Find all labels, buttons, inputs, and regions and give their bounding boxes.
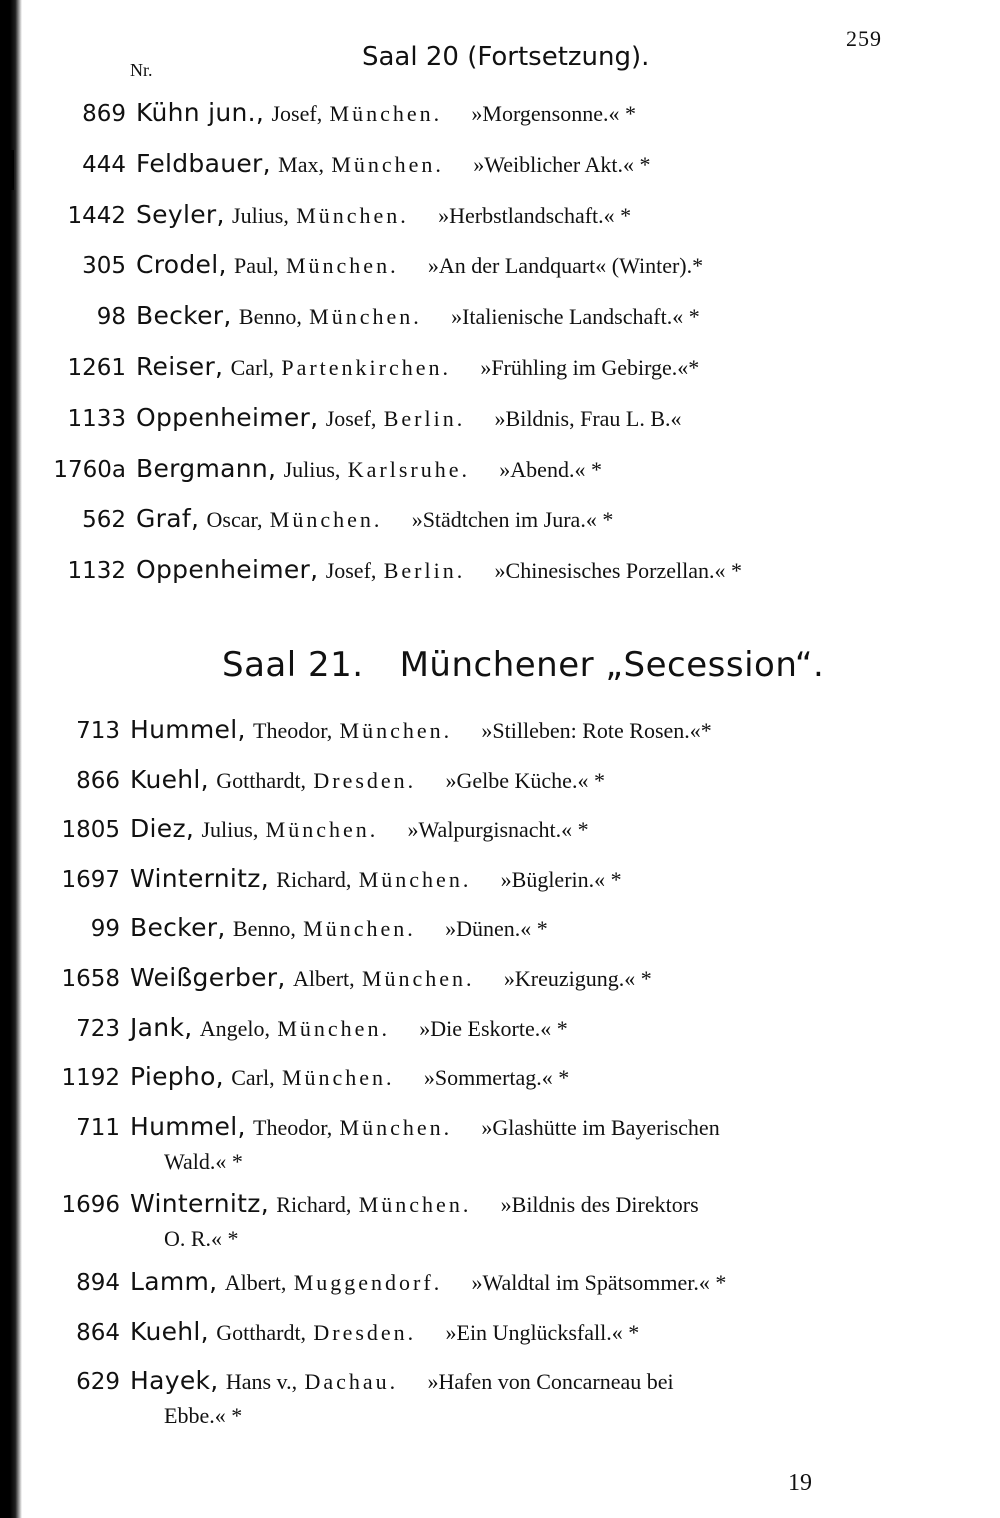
artwork-title: »Glashütte im Bayerischen — [481, 1114, 720, 1140]
artwork-title-continuation: Ebbe.« * — [164, 1403, 243, 1429]
catalogue-entry — [44, 963, 652, 994]
artist-surname: Oppenheimer, — [136, 402, 319, 432]
entry-number: 869 — [82, 101, 126, 127]
artist-city: München. — [265, 817, 379, 843]
artist-city: Dresden. — [313, 1319, 417, 1345]
artist-surname: Kühn jun., — [136, 98, 265, 127]
entry-number: 1658 — [61, 966, 120, 992]
artist-given-name: Albert, — [292, 966, 355, 991]
artist-city: Partenkirchen. — [281, 355, 451, 380]
entry-number: 1442 — [67, 202, 126, 229]
entry-number: 629 — [76, 1369, 120, 1396]
artist-surname: Becker, — [130, 913, 226, 943]
entry-number: 894 — [76, 1270, 120, 1296]
catalogue-entry — [50, 403, 682, 434]
artwork-title: »Gelbe Küche.« * — [445, 767, 605, 793]
artwork-title: »Büglerin.« * — [500, 866, 622, 892]
catalogue-entry — [44, 1013, 568, 1044]
artist-surname: Diez, — [130, 814, 195, 844]
section-name: Münchener „Secession“. — [399, 645, 825, 685]
artist-city: Berlin. — [383, 558, 466, 584]
catalogue-entry — [44, 1366, 674, 1431]
artwork-title: »Dünen.« * — [445, 916, 548, 942]
artwork-title: »Abend.« * — [499, 456, 602, 482]
artist-given-name: Benno, — [232, 916, 296, 942]
artist-surname: Kuehl, — [130, 764, 209, 794]
artist-given-name: Julius, — [201, 817, 259, 843]
artist-city: München. — [281, 1065, 395, 1091]
entry-number: 1192 — [61, 1065, 120, 1092]
running-header: Saal 20 (Fortsetzung). — [362, 42, 650, 72]
artist-given-name: Josef, — [325, 558, 377, 584]
artist-given-name: Julius, — [232, 202, 289, 228]
entry-number: 1697 — [61, 866, 120, 893]
artist-city: München. — [339, 1114, 453, 1140]
artwork-title: »Bildnis des Direktors — [500, 1192, 699, 1218]
catalogue-entry — [50, 301, 700, 332]
artist-surname: Hayek, — [130, 1366, 219, 1396]
artist-surname: Becker, — [136, 301, 232, 331]
catalogue-entry — [44, 913, 548, 944]
catalogue-entry — [44, 814, 589, 845]
artwork-title: »Hafen von Concarneau bei — [427, 1369, 674, 1395]
artist-surname: Weißgerber, — [130, 963, 286, 992]
artwork-title: »Sommertag.« * — [423, 1065, 570, 1091]
artist-given-name: Julius, — [283, 456, 341, 482]
artist-surname: Jank, — [130, 1012, 193, 1042]
catalogue-entry — [50, 454, 602, 485]
entry-number: 1696 — [61, 1192, 120, 1219]
artist-surname: Kuehl, — [130, 1316, 209, 1346]
artist-given-name: Paul, — [234, 253, 279, 279]
artwork-title: »Herbstlandschaft.« * — [438, 202, 632, 228]
artist-given-name: Benno, — [238, 304, 302, 330]
artist-given-name: Theodor, — [253, 718, 333, 743]
entry-number: 305 — [82, 253, 126, 280]
artist-city: Berlin. — [383, 405, 466, 431]
artist-given-name: Josef, — [271, 101, 323, 126]
artwork-title: »Italienische Landschaft.« * — [451, 304, 700, 330]
artist-surname: Feldbauer, — [136, 148, 271, 178]
artwork-title: »An der Landquart« (Winter).* — [427, 253, 704, 279]
artist-surname: Hummel, — [130, 1111, 246, 1141]
artwork-title: »Weiblicher Akt.« * — [473, 151, 651, 177]
artist-surname: Hummel, — [130, 715, 246, 744]
artist-city: München. — [309, 304, 422, 330]
catalogue-entry — [44, 864, 622, 895]
artist-surname: Crodel, — [136, 250, 227, 280]
entry-number: 1805 — [61, 817, 120, 844]
artwork-title: »Städtchen im Jura.« * — [411, 507, 614, 533]
section-number: Saal 21. — [222, 645, 364, 685]
artist-given-name: Gotthardt, — [216, 1319, 307, 1345]
artist-city: München. — [358, 1192, 472, 1218]
artist-surname: Piepho, — [130, 1062, 224, 1092]
artist-city: München. — [361, 966, 475, 991]
entry-number: 866 — [76, 767, 120, 794]
binding-notch — [0, 150, 14, 190]
catalogue-entry — [50, 352, 699, 383]
catalogue-entry — [50, 149, 650, 180]
catalogue-entry — [50, 250, 703, 281]
artist-surname: Oppenheimer, — [136, 555, 319, 585]
artist-given-name: Albert, — [224, 1270, 287, 1295]
book-binding-edge — [0, 0, 22, 1518]
page-number: 259 — [846, 26, 882, 51]
catalogue-entry — [44, 715, 712, 746]
artist-city: Dresden. — [313, 767, 417, 793]
artwork-title-continuation: Wald.« * — [164, 1148, 243, 1174]
artist-surname: Winternitz, — [130, 1189, 269, 1219]
artist-city: Dachau. — [304, 1369, 399, 1395]
artist-given-name: Max, — [278, 151, 324, 177]
entry-number: 1760a — [53, 456, 126, 483]
artist-city: München. — [269, 507, 383, 533]
artist-surname: Bergmann, — [136, 453, 277, 483]
artwork-title: »Stilleben: Rote Rosen.«* — [481, 718, 712, 743]
entry-number: 1261 — [67, 355, 126, 381]
artist-city: Muggendorf. — [293, 1270, 443, 1295]
artist-city: München. — [329, 101, 443, 126]
artwork-title: »Walpurgisnacht.« * — [407, 817, 589, 843]
artwork-title: »Chinesisches Porzellan.« * — [494, 558, 742, 584]
artist-given-name: Richard, — [276, 866, 352, 892]
artist-city: München. — [303, 916, 416, 942]
artwork-title: »Morgensonne.« * — [471, 101, 637, 126]
entry-number: 1132 — [67, 558, 126, 585]
entry-number: 711 — [76, 1114, 120, 1141]
catalogue-entry — [50, 555, 742, 586]
entry-number: 99 — [90, 916, 120, 943]
entry-number: 1133 — [67, 405, 126, 432]
signature-mark: 19 — [788, 1470, 812, 1496]
catalogue-entry — [44, 765, 605, 796]
artist-given-name: Angelo, — [199, 1015, 271, 1041]
artist-surname: Graf, — [136, 504, 200, 534]
entry-number: 713 — [76, 718, 120, 744]
catalogue-entry — [50, 504, 613, 535]
artist-given-name: Gotthardt, — [216, 767, 307, 793]
artist-city: München. — [358, 866, 472, 892]
artist-city: Karlsruhe. — [347, 456, 470, 482]
section-heading-saal-21 — [222, 645, 824, 685]
number-column-label: Nr. — [130, 60, 153, 80]
artwork-title: »Bildnis, Frau L. B.« — [494, 405, 682, 431]
artist-given-name: Josef, — [325, 405, 377, 431]
artist-city: München. — [339, 718, 453, 743]
catalogue-entry — [44, 1112, 720, 1177]
artist-surname: Lamm, — [130, 1267, 218, 1296]
artwork-title-continuation: O. R.« * — [164, 1226, 239, 1252]
artist-city: München. — [277, 1015, 390, 1041]
artwork-title: »Ein Unglücksfall.« * — [445, 1319, 640, 1345]
artist-given-name: Oscar, — [206, 507, 263, 533]
catalogue-entry — [44, 1062, 569, 1093]
entry-number: 444 — [82, 151, 126, 178]
artist-given-name: Hans v., — [225, 1369, 298, 1395]
catalogue-entry — [50, 200, 631, 231]
artist-surname: Reiser, — [136, 352, 224, 381]
entry-number: 98 — [96, 304, 126, 331]
entry-number: 864 — [76, 1319, 120, 1346]
artwork-title: »Frühling im Gebirge.«* — [480, 355, 700, 380]
artwork-title: »Kreuzigung.« * — [503, 966, 652, 991]
artist-surname: Seyler, — [136, 199, 225, 229]
catalogue-entry — [44, 1317, 639, 1348]
artist-city: München. — [296, 202, 409, 228]
artist-surname: Winternitz, — [130, 863, 269, 893]
artist-given-name: Theodor, — [253, 1114, 333, 1140]
artist-given-name: Carl, — [231, 1065, 275, 1091]
catalogue-entry — [50, 98, 636, 129]
catalogue-entry — [44, 1189, 699, 1254]
artist-given-name: Carl, — [230, 355, 275, 380]
artist-city: München. — [285, 253, 399, 279]
artist-given-name: Richard, — [276, 1192, 352, 1218]
artwork-title: »Waldtal im Spätsommer.« * — [471, 1270, 727, 1295]
entry-number: 723 — [76, 1015, 120, 1042]
artist-city: München. — [331, 151, 444, 177]
entry-number: 562 — [82, 507, 126, 534]
catalogue-entry — [44, 1267, 726, 1298]
artwork-title: »Die Eskorte.« * — [419, 1015, 568, 1041]
